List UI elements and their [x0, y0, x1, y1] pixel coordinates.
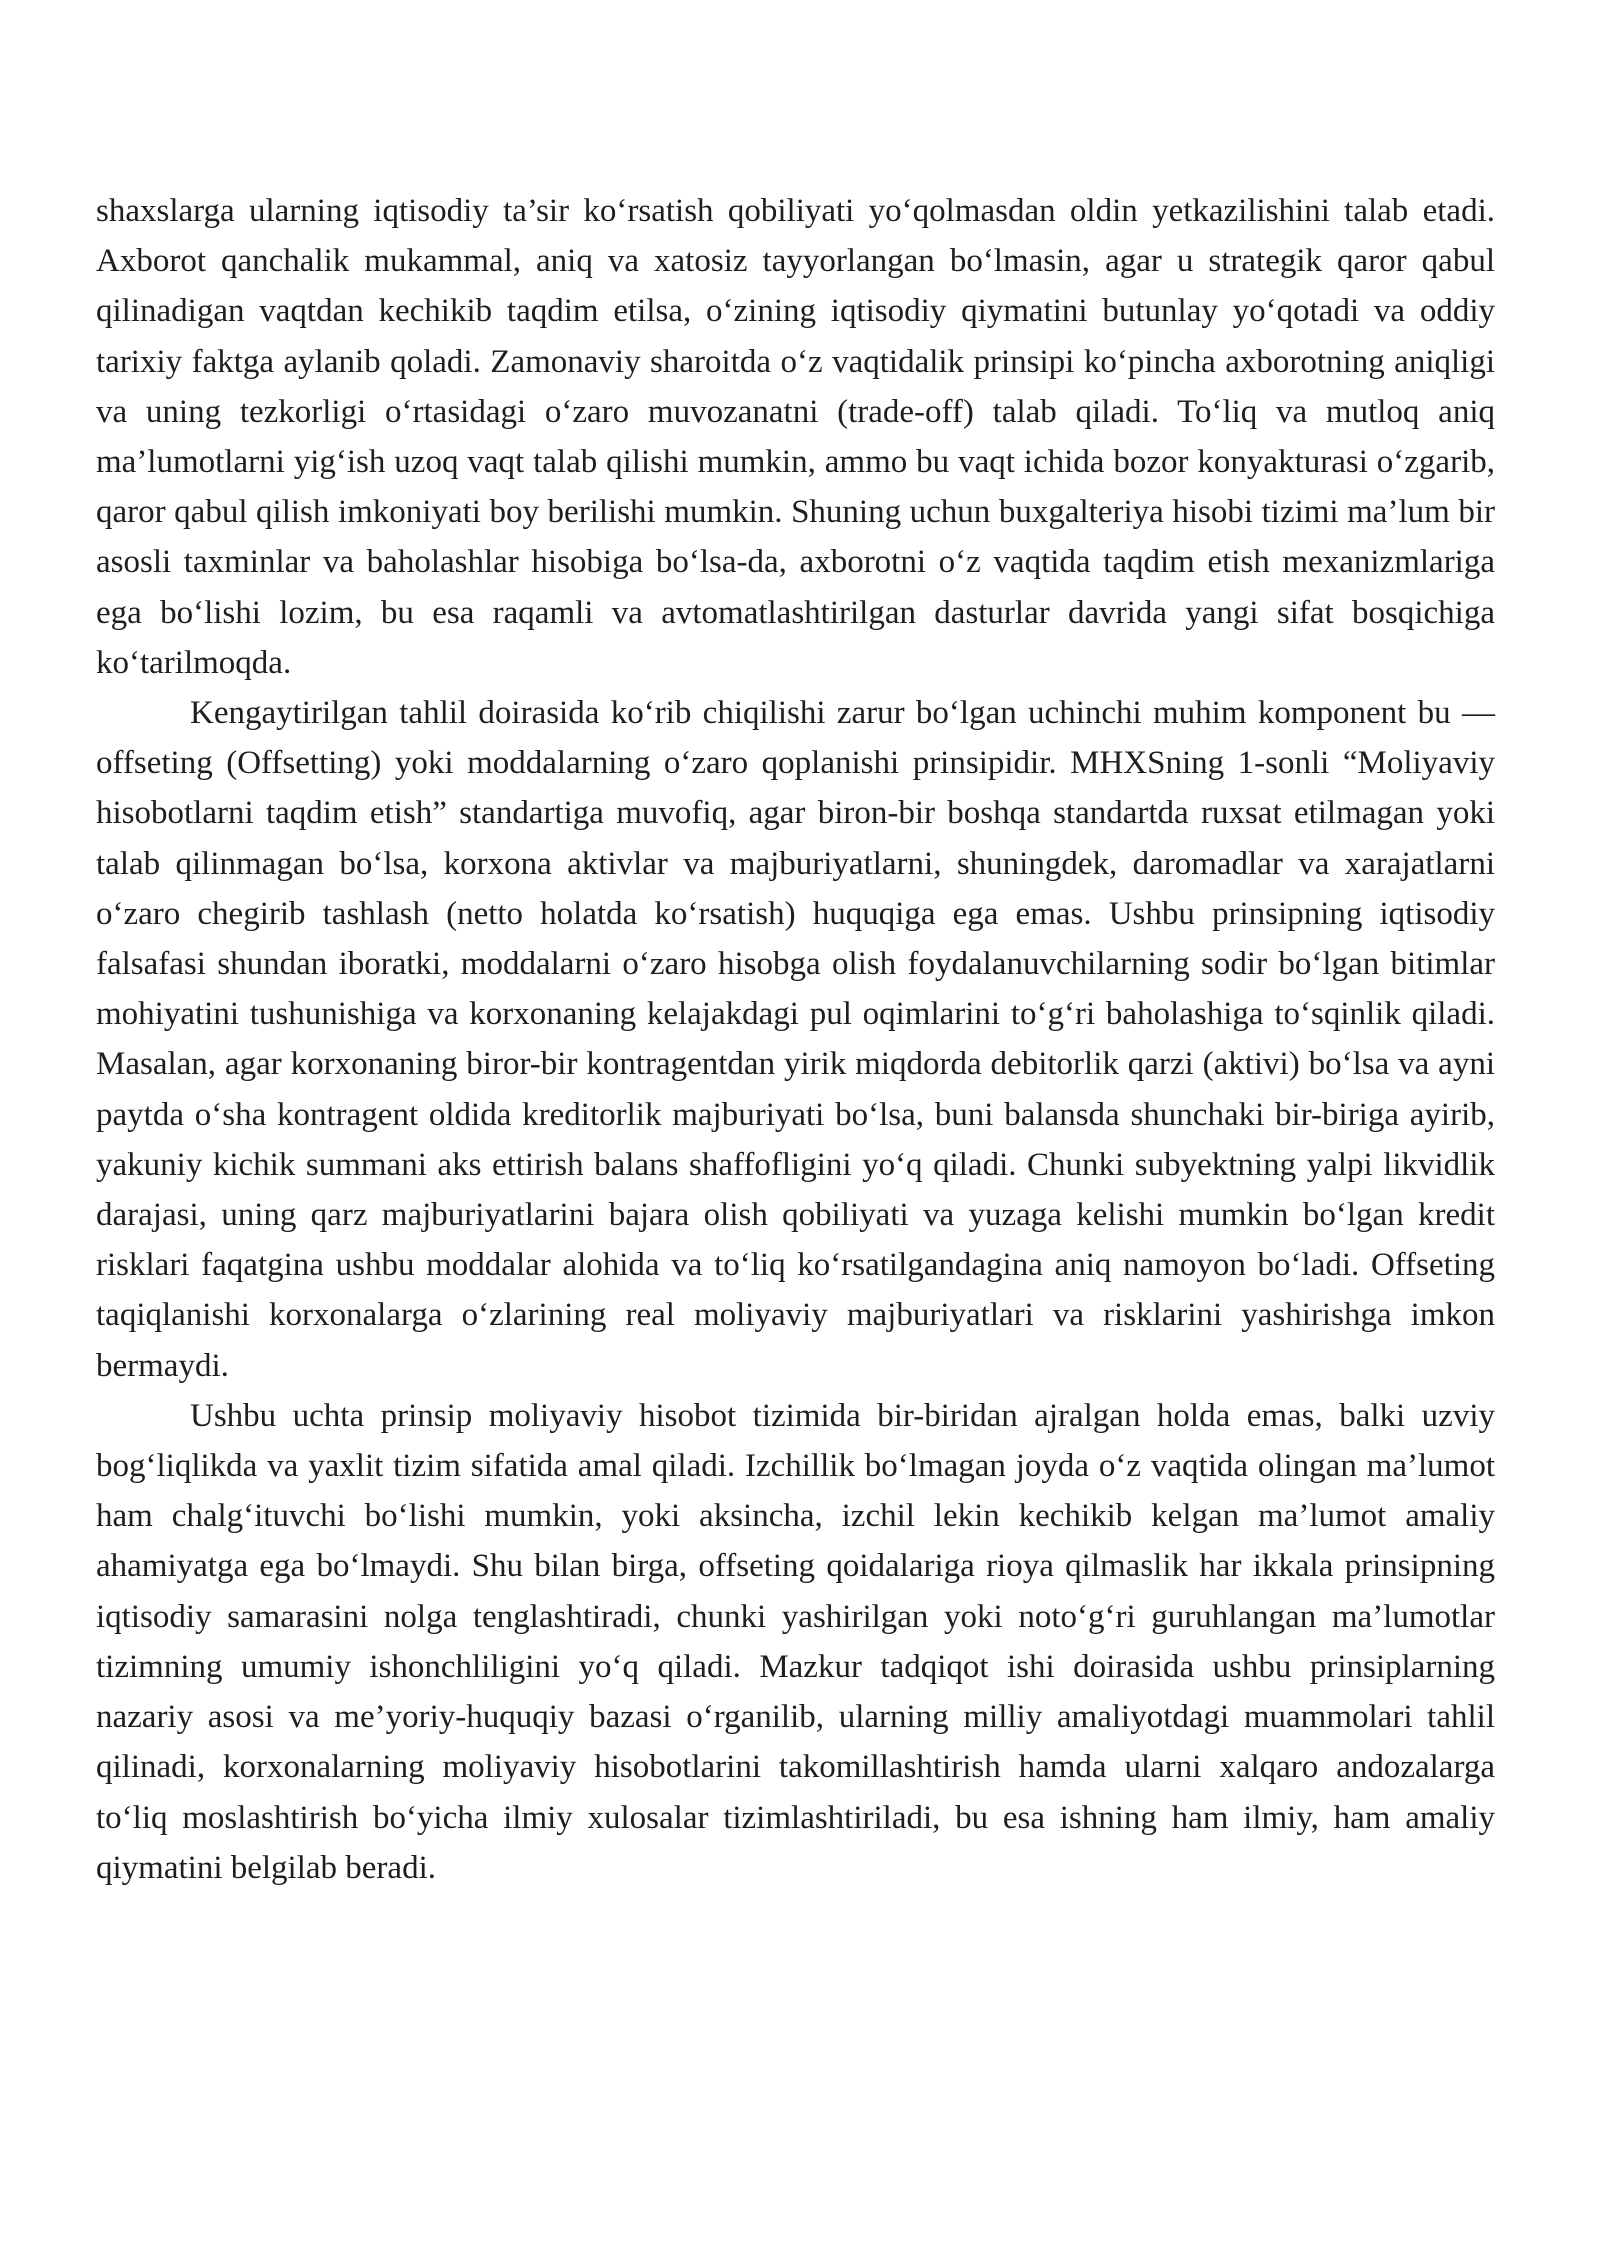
- paragraph-offsetting: Kengaytirilgan tahlil doirasida ko‘rib chiqilishi zarur bo‘lgan uchinchi muhim komponent bu — offseting (Offsetting) yoki moddalarning o‘zaro qoplanishi prinsipidir. MHXSning 1-sonli “Moliyaviy hisobotlarni taqdim etish” standartiga muvofiq, agar biron-bir boshqa standartda ruxsat etilmagan yoki talab qilinmagan bo‘lsa, korxona aktivlar va majburiyatlarni, shuningdek, daromadlar va xarajatlarni o‘zaro chegirib tashlash (netto holatda ko‘rsatish) huquqiga ega emas. Ushbu prinsipning iqtisodiy falsafasi shundan iboratki, moddalarni o‘zaro hisobga olish foydalanuvchilarning sodir bo‘lgan bitimlar mohiyatini tushunishiga va korxonaning kelajakdagi pul oqimlarini to‘g‘ri baholashiga to‘sqinlik qiladi. Masalan, agar korxonaning biror-bir kontragentdan yirik miqdorda debitorlik qarzi (aktivi) bo‘lsa va ayni paytda o‘sha kontragent oldida kreditorlik majburiyati bo‘lsa, buni balansda shunchaki bir-biriga ayirib, yakuniy kichik summani aks ettirish balans shaffofligini yo‘q qiladi. Chunki subyektning yalpi likvidlik darajasi, uning qarz majburiyatlarini bajara olish qobiliyati va yuzaga kelishi mumkin bo‘lgan kredit risklari faqatgina ushbu moddalar alohida va to‘liq ko‘rsatilgandagina aniq namoyon bo‘ladi. Offseting taqiqlanishi korxonalarga o‘zlarining real moliyaviy majburiyatlari va risklarini yashirishga imkon bermaydi.: [96, 695, 1495, 1384]
- paragraph-continuation: shaxslarga ularning iqtisodiy ta’sir ko‘rsatish qobiliyati yo‘qolmasdan oldin yetkazilishini talab etadi. Axborot qanchalik mukammal, aniq va xatosiz tayyorlangan bo‘lmasin, agar u strategik qaror qabul qilinadigan vaqtdan kechikib taqdim etilsa, o‘zining iqtisodiy qiymatini butunlay yo‘qotadi va oddiy tarixiy faktga aylanib qoladi. Zamonaviy sharoitda o‘z vaqtidalik prinsipi ko‘pincha axborotning aniqligi va uning tezkorligi o‘rtasidagi o‘zaro muvozanatni (trade-off) talab qiladi. To‘liq va mutloq aniq ma’lumotlarni yig‘ish uzoq vaqt talab qilishi mumkin, ammo bu vaqt ichida bozor konyakturasi o‘zgarib, qaror qabul qilish imkoniyati boy berilishi mumkin. Shuning uchun buxgalteriya hisobi tizimi ma’lum bir asosli taxminlar va baholashlar hisobiga bo‘lsa-da, axborotni o‘z vaqtida taqdim etish mexanizmlariga ega bo‘lishi lozim, bu esa raqamli va avtomatlashtirilgan dasturlar davrida yangi sifat bosqichiga ko‘tarilmoqda.: [96, 193, 1495, 681]
- document-page: [96, 186, 1495, 1893]
- paragraph-conclusion: Ushbu uchta prinsip moliyaviy hisobot tizimida bir-biridan ajralgan holda emas, balki uzviy bog‘liqlikda va yaxlit tizim sifatida amal qiladi. Izchillik bo‘lmagan joyda o‘z vaqtida olingan ma’lumot ham chalg‘ituvchi bo‘lishi mumkin, yoki aksincha, izchil lekin kechikib kelgan ma’lumot amaliy ahamiyatga ega bo‘lmaydi. Shu bilan birga, offseting qoidalariga rioya qilmaslik har ikkala prinsipning iqtisodiy samarasini nolga tenglashtiradi, chunki yashirilgan yoki noto‘g‘ri guruhlangan ma’lumotlar tizimning umumiy ishonchliligini yo‘q qiladi. Mazkur tadqiqot ishi doirasida ushbu prinsiplarning nazariy asosi va me’yoriy-huquqiy bazasi o‘rganilib, ularning milliy amaliyotdagi muammolari tahlil qilinadi, korxonalarning moliyaviy hisobotlarini takomillashtirish hamda ularni xalqaro andozalarga to‘liq moslashtirish bo‘yicha ilmiy xulosalar tizimlashtiriladi, bu esa ishning ham ilmiy, ham amaliy qiymatini belgilab beradi.: [96, 1397, 1495, 1886]
